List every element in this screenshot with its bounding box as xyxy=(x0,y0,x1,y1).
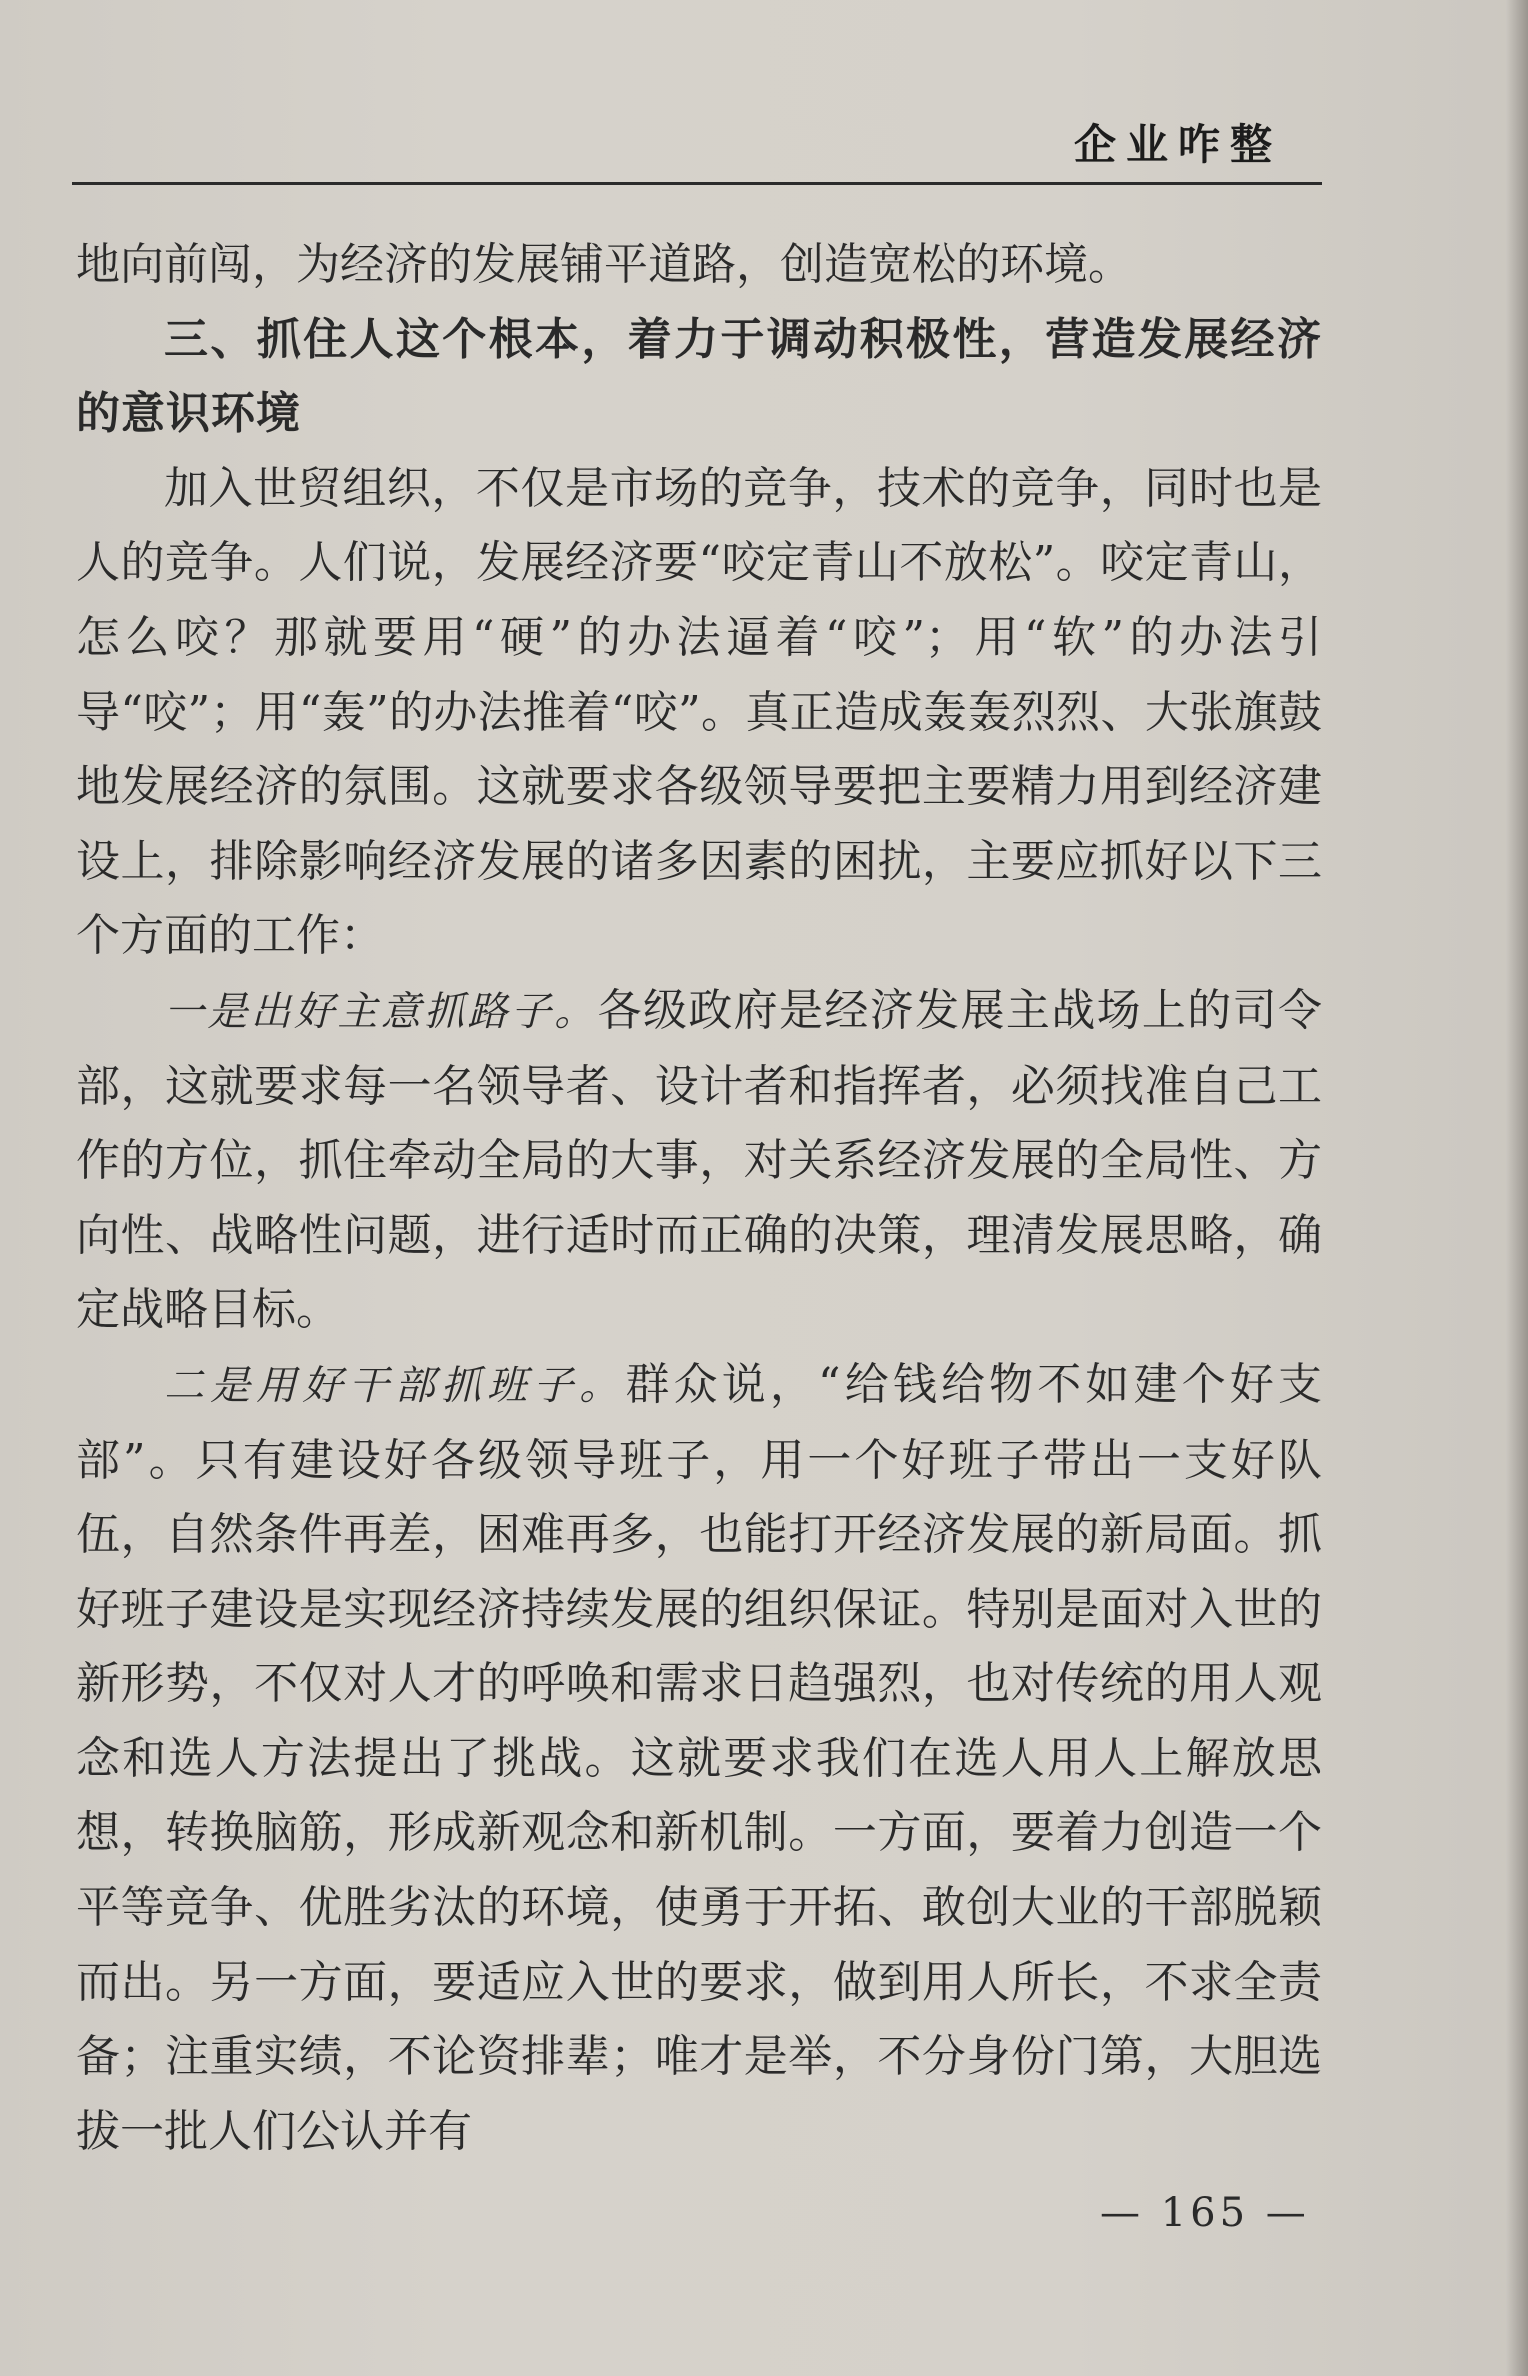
running-head: 企业咋整 xyxy=(1073,120,1282,169)
page-number: — 165 — xyxy=(1100,2190,1310,2236)
point-text: 群众说，“给钱给物不如建个好支部”。只有建设好各级领导班子，用一个好班子带出一支好队伍，自然条件再差，困难再多，也能打开经济发展的新局面。抓好班子建设是实现经济持续发展的组织保证。特别是面对入世的新形势，不仅对人才的呼唤和需求日趋强烈，也对传统的用人观念和选人方法提出了挑战。这就要求我们在选人用人上解放思想，转换脑筋，形成新观念和新机制。一方面，要着力创造一个平等竞争、优胜劣汰的环境，使勇于开拓、敢创大业的干部脱颖而出。另一方面，要适应入世的要求，做到用人所长，不求全责备；注重实绩，不论资排辈；唯才是举，不分身份门第，大胆选拔一批人们公认并有 xyxy=(76,1358,1323,2157)
point-text: 各级政府是经济发展主战场上的司令部，这就要求每一名领导者、设计者和指挥者，必须找准自己工作的方位，抓住牵动全局的大事，对关系经济发展的全局性、方向性、战略性问题，进行适时而正确的决策，理清发展思略，确定战略目标。 xyxy=(76,984,1323,1336)
point-lead: 一是出好主意抓路子。 xyxy=(164,988,598,1035)
paragraph: 加入世贸组织，不仅是市场的竞争，技术的竞争，同时也是人的竞争。人们说，发展经济要“咬定青山不放松”。咬定青山，怎么咬？那就要用“硬”的办法逼着“咬”；用“软”的办法引导“咬”；用“轰”的办法推着“咬”。真正造成轰轰烈烈、大张旗鼓地发展经济的氛围。这就要求各级领导要把主要精力用到经济建设上，排除影响经济发展的诸多因素的困扰，主要应抓好以下三个方面的工作： xyxy=(76,462,1322,962)
section-heading: 三、抓住人这个根本，着力于调动积极性，营造发展经济的意识环境 xyxy=(76,313,1322,440)
point-lead: 二是用好干部抓班子。 xyxy=(164,1362,626,1409)
page-edge-shadow xyxy=(1506,0,1528,2376)
paragraph-point-two xyxy=(76,1348,1322,2170)
body-text xyxy=(76,228,1322,2169)
header-rule xyxy=(72,182,1322,185)
paragraph-point-one xyxy=(76,974,1322,1348)
paragraph-continued: 地向前闯，为经济的发展铺平道路，创造宽松的环境。 xyxy=(76,239,1132,290)
